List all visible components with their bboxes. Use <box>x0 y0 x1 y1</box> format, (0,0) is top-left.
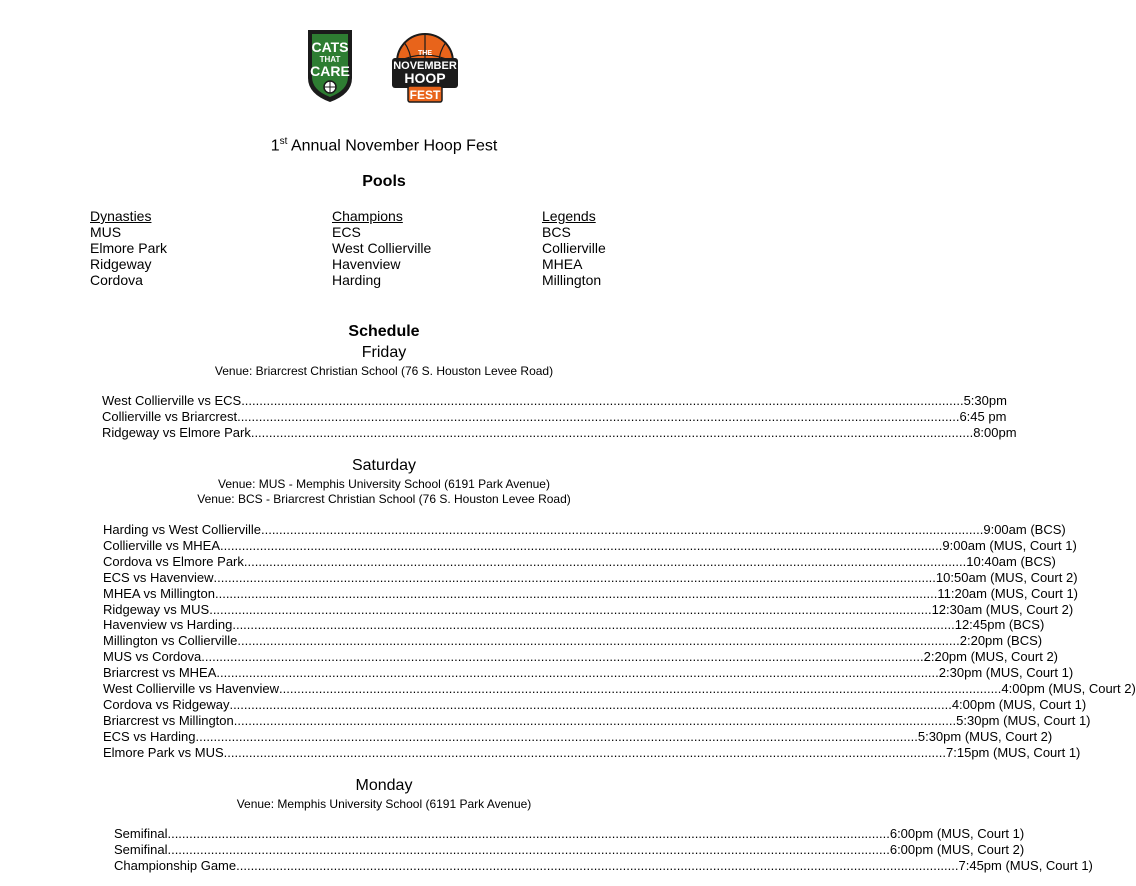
dot-leader: ........................................................................................................................................................................................................ <box>209 601 932 617</box>
game-row <box>103 665 1074 681</box>
game-row <box>103 585 1078 602</box>
dot-leader: ........................................................................................................................................................................................................ <box>260 522 984 537</box>
game-row <box>103 569 1078 586</box>
game-row <box>103 537 1077 554</box>
game-time: 4:00pm (MUS, Court 1) <box>951 696 1087 712</box>
dot-leader: ........................................................................................................................................................................................................ <box>223 744 947 760</box>
dot-leader: ........................................................................................................................................................................................................ <box>237 633 960 649</box>
pool-team: BCS <box>542 224 571 240</box>
dot-leader: ........................................................................................................................................................................................................ <box>167 826 890 841</box>
cats-logo-line2: THAT <box>319 55 341 64</box>
dot-leader: ........................................................................................................................................................................................................ <box>233 712 957 728</box>
game-row <box>103 728 1053 745</box>
game-matchup: West Collierville vs Havenview <box>103 681 280 697</box>
event-title <box>0 136 768 155</box>
game-matchup: Cordova vs Ridgeway <box>103 696 230 712</box>
pool-team: Cordova <box>90 272 143 288</box>
game-time: 11:20am (MUS, Court 1) <box>937 585 1078 601</box>
game-time: 12:30am (MUS, Court 2) <box>931 601 1074 617</box>
game-matchup: Collierville vs MHEA <box>103 537 221 553</box>
monday-heading: Monday <box>355 777 413 794</box>
game-time: 4:00pm (MUS, Court 2) <box>1001 681 1136 697</box>
pool-team: MHEA <box>542 256 583 272</box>
dot-leader: ........................................................................................................................................................................................................ <box>250 424 974 440</box>
game-time: 10:40am (BCS) <box>966 553 1056 569</box>
game-row <box>114 857 1093 874</box>
monday-games <box>114 826 1093 874</box>
pool-dynasties <box>90 208 167 288</box>
game-matchup: Briarcrest vs Millington <box>103 712 234 728</box>
cats-that-care-logo <box>302 28 358 104</box>
pool-team: MUS <box>90 224 122 240</box>
saturday-games <box>103 522 1136 761</box>
dot-leader: ........................................................................................................................................................................................................ <box>241 393 964 408</box>
game-time: 12:45pm (BCS) <box>954 617 1045 633</box>
game-time: 5:30pm (MUS, Court 1) <box>956 712 1091 728</box>
dot-leader: ........................................................................................................................................................................................................ <box>236 857 959 873</box>
game-row <box>103 617 1045 633</box>
game-time: 6:00pm (MUS, Court 2) <box>889 841 1025 857</box>
game-row <box>102 393 1007 409</box>
game-time: 2:30pm (MUS, Court 1) <box>938 665 1074 681</box>
pool-team: Harding <box>332 272 382 288</box>
game-time: 7:45pm (MUS, Court 1) <box>958 857 1093 873</box>
game-row <box>103 601 1074 618</box>
dot-leader: ........................................................................................................................................................................................................ <box>201 649 924 665</box>
game-matchup: Briarcrest vs MHEA <box>103 665 217 681</box>
dot-leader: ........................................................................................................................................................................................................ <box>213 569 936 585</box>
cats-logo-line1: CATS <box>311 39 349 55</box>
game-matchup: Collierville vs Briarcrest <box>102 408 238 424</box>
pool-name: Champions <box>332 208 403 224</box>
game-time: 6:00pm (MUS, Court 1) <box>889 826 1025 841</box>
dot-leader: ........................................................................................................................................................................................................ <box>229 696 952 712</box>
logo-row <box>0 28 768 108</box>
game-time: 5:30pm <box>963 393 1007 408</box>
monday-venue: Venue: Memphis University School (6191 Park Avenue) <box>236 797 532 811</box>
game-row <box>103 712 1091 729</box>
saturday-venue-bcs: Venue: BCS - Briarcrest Christian School (76 S. Houston Levee Road) <box>197 492 571 506</box>
game-matchup: Semifinal <box>114 841 168 857</box>
game-row <box>103 696 1087 713</box>
game-matchup: West Collierville vs ECS <box>102 393 242 408</box>
game-matchup: MUS vs Cordova <box>103 649 202 665</box>
game-matchup: Ridgeway vs MUS <box>103 601 210 617</box>
dot-leader: ........................................................................................................................................................................................................ <box>232 617 955 633</box>
dot-leader: ........................................................................................................................................................................................................ <box>214 585 938 601</box>
hoop-logo-line1: THE <box>418 50 432 57</box>
dot-leader: ........................................................................................................................................................................................................ <box>167 841 890 857</box>
saturday-heading: Saturday <box>351 457 417 474</box>
schedule-heading: Schedule <box>348 323 420 340</box>
game-row <box>103 522 1066 538</box>
pool-champions <box>332 208 431 288</box>
game-matchup: MHEA vs Millington <box>103 585 215 601</box>
game-time: 6:45 pm <box>959 408 1007 424</box>
friday-venue: Venue: Briarcrest Christian School (76 S. Houston Levee Road) <box>214 364 554 378</box>
game-row <box>102 424 1017 441</box>
hoop-logo-line4: FEST <box>409 88 441 102</box>
pool-team: ECS <box>332 224 361 240</box>
game-matchup: ECS vs Harding <box>103 728 196 744</box>
pool-name: Legends <box>542 208 596 224</box>
game-time: 10:50am (MUS, Court 2) <box>935 569 1078 585</box>
game-matchup: Championship Game <box>114 857 237 873</box>
pools-heading: Pools <box>362 173 406 190</box>
dot-leader: ........................................................................................................................................................................................................ <box>237 408 960 424</box>
game-time: 2:20pm (MUS, Court 2) <box>923 649 1058 665</box>
game-row <box>103 633 1043 649</box>
game-matchup: ECS vs Havenview <box>103 569 214 585</box>
saturday-venue-mus: Venue: MUS - Memphis University School (6191 Park Avenue) <box>218 477 550 491</box>
pool-legends <box>542 208 606 288</box>
game-row <box>114 841 1025 858</box>
game-matchup: Semifinal <box>114 826 168 841</box>
november-hoop-fest-logo <box>384 28 466 108</box>
hoop-logo-line2: NOVEMBER <box>393 60 457 72</box>
pool-team: Havenview <box>332 256 401 272</box>
game-time: 5:30pm (MUS, Court 2) <box>917 728 1053 744</box>
game-row <box>114 826 1025 842</box>
game-time: 2:20pm (BCS) <box>959 633 1043 649</box>
pool-team: Ridgeway <box>90 256 152 272</box>
game-matchup: Harding vs West Collierville <box>103 522 261 537</box>
pool-team: Millington <box>542 272 602 288</box>
game-time: 9:00am (BCS) <box>983 522 1066 537</box>
title-text: Annual November Hoop Fest <box>287 137 498 155</box>
dot-leader: ........................................................................................................................................................................................................ <box>195 728 918 744</box>
dot-leader: ........................................................................................................................................................................................................ <box>216 665 939 681</box>
cats-logo-line3: CARE <box>310 63 350 79</box>
game-row <box>103 649 1058 665</box>
game-matchup: Millington vs Collierville <box>103 633 238 649</box>
game-matchup: Cordova vs Elmore Park <box>103 553 244 569</box>
game-row <box>103 553 1056 570</box>
game-matchup: Ridgeway vs Elmore Park <box>102 424 251 440</box>
dot-leader: ........................................................................................................................................................................................................ <box>243 553 967 569</box>
pool-team: Collierville <box>542 240 606 256</box>
pool-team: Elmore Park <box>90 240 168 256</box>
dot-leader: ........................................................................................................................................................................................................ <box>220 537 943 553</box>
title-ordinal-number: 1 <box>270 137 280 155</box>
game-time: 9:00am (MUS, Court 1) <box>942 537 1077 553</box>
pool-name: Dynasties <box>90 208 152 224</box>
game-row <box>103 744 1081 761</box>
dot-leader: ........................................................................................................................................................................................................ <box>279 681 1002 697</box>
game-row <box>102 408 1007 425</box>
game-matchup: Havenview vs Harding <box>103 617 233 633</box>
game-matchup: Elmore Park vs MUS <box>103 744 224 760</box>
friday-heading: Friday <box>361 344 407 361</box>
friday-games <box>102 393 1017 441</box>
game-time: 7:15pm (MUS, Court 1) <box>946 744 1081 760</box>
pool-team: West Collierville <box>332 240 432 256</box>
game-time: 8:00pm <box>973 424 1017 440</box>
title-ordinal-suffix: st <box>279 136 288 147</box>
game-row <box>103 681 1136 697</box>
hoop-logo-line3: HOOP <box>404 70 446 86</box>
